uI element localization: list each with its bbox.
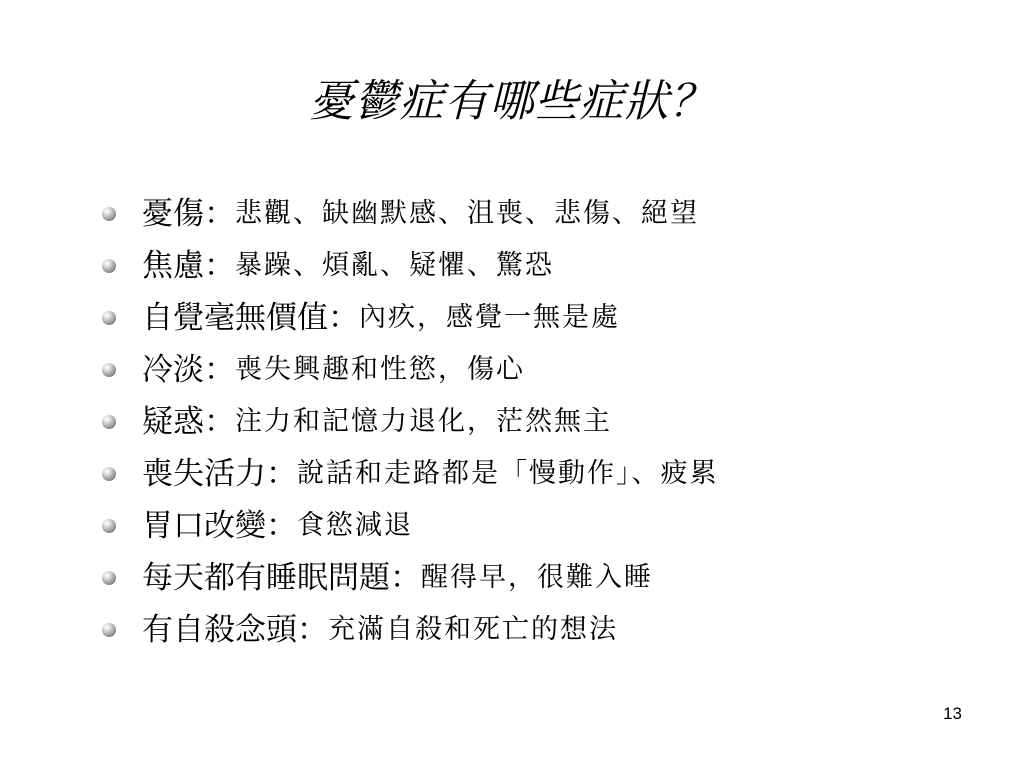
list-item: [100, 344, 980, 396]
item-description: 說話和走路都是「慢動作」、疲累: [297, 458, 719, 489]
list-item: [100, 292, 980, 344]
sphere-bullet-icon: [102, 571, 116, 585]
list-item: [100, 448, 980, 500]
sphere-bullet-icon: [102, 623, 116, 637]
list-item: [100, 188, 980, 240]
symptom-list: [100, 188, 980, 656]
list-item: [100, 604, 980, 656]
item-description: 醒得早，很難入睡: [421, 562, 653, 593]
sphere-bullet-icon: [102, 207, 116, 221]
item-term: 喪失活力：: [142, 456, 297, 492]
sphere-bullet-icon: [102, 467, 116, 481]
item-term: 憂傷：: [142, 196, 235, 232]
list-item: [100, 396, 980, 448]
item-term: 自覺毫無價值：: [142, 300, 359, 336]
sphere-bullet-icon: [102, 519, 116, 533]
sphere-bullet-icon: [102, 311, 116, 325]
item-description: 悲觀、缺幽默感、沮喪、悲傷、絕望: [235, 198, 699, 229]
slide-title: 憂鬱症有哪些症狀？: [309, 76, 715, 127]
item-description: 內疚，感覺一無是處: [359, 302, 620, 333]
list-item: [100, 552, 980, 604]
list-item: [100, 500, 980, 552]
item-term: 有自殺念頭：: [142, 612, 328, 648]
item-term: 焦慮：: [142, 248, 235, 284]
item-term: 冷淡：: [142, 352, 235, 388]
item-term: 胃口改變：: [142, 508, 297, 544]
sphere-bullet-icon: [102, 363, 116, 377]
item-description: 暴躁、煩亂、疑懼、驚恐: [235, 250, 554, 281]
item-description: 食慾減退: [297, 510, 413, 541]
page-number: 13: [943, 704, 962, 723]
sphere-bullet-icon: [102, 415, 116, 429]
item-term: 疑惑：: [142, 404, 235, 440]
sphere-bullet-icon: [102, 259, 116, 273]
item-description: 喪失興趣和性慾，傷心: [235, 354, 525, 385]
list-item: [100, 240, 980, 292]
item-description: 注力和記憶力退化，茫然無主: [235, 406, 612, 437]
item-term: 每天都有睡眠問題：: [142, 560, 421, 596]
item-description: 充滿自殺和死亡的想法: [328, 614, 618, 645]
